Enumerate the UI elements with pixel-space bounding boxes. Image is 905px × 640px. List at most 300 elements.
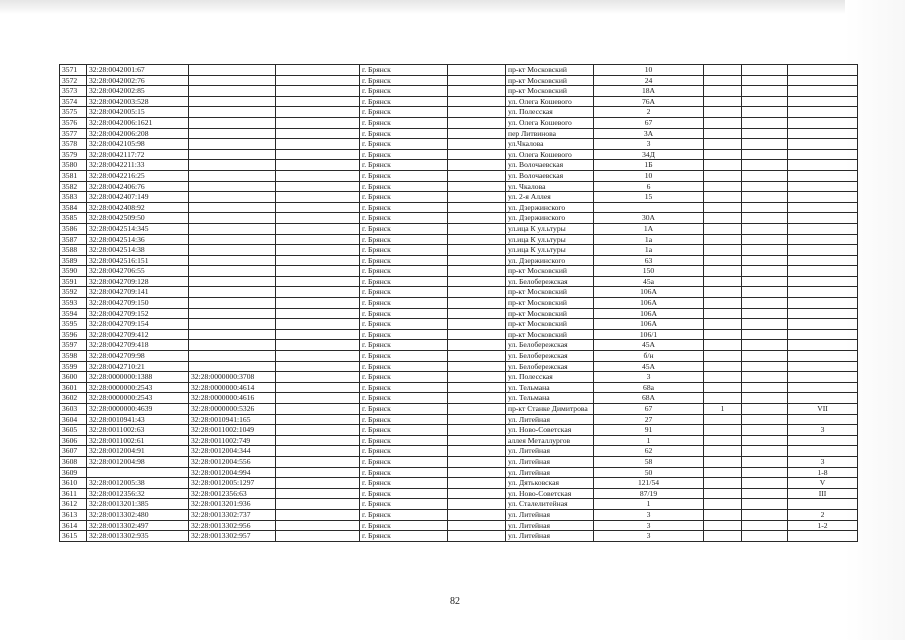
empty-cell: [448, 255, 506, 266]
table-row: [60, 414, 858, 425]
table-row: [60, 393, 858, 404]
empty-cell: [276, 86, 360, 97]
premises-number: [788, 192, 858, 203]
cadastral-number: 32:28:0010941:43: [87, 414, 189, 425]
city: г. Брянск: [360, 446, 448, 457]
empty-cell: [742, 404, 788, 415]
cadastral-number: 32:28:0042514:345: [87, 223, 189, 234]
empty-cell: [276, 446, 360, 457]
empty-cell: [448, 382, 506, 393]
city: г. Брянск: [360, 382, 448, 393]
building-number: [704, 160, 742, 171]
table-row: [60, 107, 858, 118]
related-cadastral-number: [189, 192, 276, 203]
related-cadastral-number: 32:28:0013302:956: [189, 520, 276, 531]
building-number: [704, 117, 742, 128]
street: ул. Волочаевская: [506, 160, 594, 171]
empty-cell: [742, 128, 788, 139]
premises-number: [788, 223, 858, 234]
empty-cell: [276, 467, 360, 478]
empty-cell: [448, 329, 506, 340]
related-cadastral-number: [189, 361, 276, 372]
premises-number: [788, 245, 858, 256]
row-number: 3582: [60, 181, 87, 192]
scan-top-edge: [0, 0, 905, 14]
cadastral-number: 32:28:0042006:208: [87, 128, 189, 139]
cadastral-number: 32:28:0000000:1388: [87, 372, 189, 383]
empty-cell: [448, 361, 506, 372]
house-number: 2: [594, 107, 704, 118]
empty-cell: [276, 340, 360, 351]
city: г. Брянск: [360, 425, 448, 436]
table-row: [60, 266, 858, 277]
street: ул. Литейная: [506, 467, 594, 478]
cadastral-number: 32:28:0013302:480: [87, 509, 189, 520]
house-number: 68А: [594, 393, 704, 404]
row-number: 3576: [60, 117, 87, 128]
building-number: [704, 382, 742, 393]
empty-cell: [742, 234, 788, 245]
related-cadastral-number: [189, 107, 276, 118]
table-row: [60, 75, 858, 86]
empty-cell: [276, 223, 360, 234]
building-number: [704, 435, 742, 446]
table-row: [60, 117, 858, 128]
empty-cell: [448, 520, 506, 531]
empty-cell: [276, 393, 360, 404]
empty-cell: [742, 329, 788, 340]
row-number: 3574: [60, 96, 87, 107]
row-number: 3603: [60, 404, 87, 415]
house-number: 3: [594, 372, 704, 383]
street: ул. 2-я Аллея: [506, 192, 594, 203]
premises-number: [788, 75, 858, 86]
empty-cell: [448, 404, 506, 415]
city: г. Брянск: [360, 128, 448, 139]
empty-cell: [742, 509, 788, 520]
table-row: [60, 287, 858, 298]
table-row: [60, 372, 858, 383]
premises-number: [788, 65, 858, 76]
building-number: [704, 202, 742, 213]
empty-cell: [742, 202, 788, 213]
house-number: 106/1: [594, 329, 704, 340]
house-number: 106А: [594, 319, 704, 330]
house-number: 24: [594, 75, 704, 86]
street: ул. Сталелитейная: [506, 499, 594, 510]
house-number: 106А: [594, 287, 704, 298]
house-number: 45А: [594, 340, 704, 351]
empty-cell: [448, 425, 506, 436]
empty-cell: [742, 75, 788, 86]
empty-cell: [448, 499, 506, 510]
related-cadastral-number: [189, 213, 276, 224]
cadastral-number: 32:28:0042709:150: [87, 298, 189, 309]
house-number: 91: [594, 425, 704, 436]
row-number: 3602: [60, 393, 87, 404]
row-number: 3597: [60, 340, 87, 351]
house-number: 6: [594, 181, 704, 192]
empty-cell: [448, 234, 506, 245]
cadastral-number: 32:28:0013201:385: [87, 499, 189, 510]
related-cadastral-number: [189, 170, 276, 181]
related-cadastral-number: [189, 223, 276, 234]
cadastral-number: 32:28:0042514:38: [87, 245, 189, 256]
street: ул. Тельмана: [506, 393, 594, 404]
related-cadastral-number: [189, 86, 276, 97]
building-number: [704, 170, 742, 181]
related-cadastral-number: 32:28:0013302:957: [189, 531, 276, 542]
premises-number: [788, 255, 858, 266]
table-row: [60, 202, 858, 213]
building-number: [704, 520, 742, 531]
city: г. Брянск: [360, 266, 448, 277]
premises-number: [788, 361, 858, 372]
related-cadastral-number: [189, 117, 276, 128]
premises-number: [788, 128, 858, 139]
empty-cell: [276, 107, 360, 118]
related-cadastral-number: 32:28:0000000:3708: [189, 372, 276, 383]
empty-cell: [742, 478, 788, 489]
empty-cell: [448, 139, 506, 150]
row-number: 3599: [60, 361, 87, 372]
cadastral-number: 32:28:0042117:72: [87, 149, 189, 160]
table-row: [60, 223, 858, 234]
street: пр-кт Станке Димитрова: [506, 404, 594, 415]
empty-cell: [448, 213, 506, 224]
premises-number: 3: [788, 456, 858, 467]
street: ул. Тельмана: [506, 382, 594, 393]
street: ул. Литейная: [506, 446, 594, 457]
row-number: 3611: [60, 488, 87, 499]
city: г. Брянск: [360, 223, 448, 234]
empty-cell: [448, 340, 506, 351]
house-number: 76А: [594, 96, 704, 107]
related-cadastral-number: [189, 255, 276, 266]
related-cadastral-number: 32:28:0013302:737: [189, 509, 276, 520]
empty-cell: [742, 467, 788, 478]
street: ул.ица К ул.ьтуры: [506, 234, 594, 245]
related-cadastral-number: [189, 276, 276, 287]
city: г. Брянск: [360, 170, 448, 181]
building-number: [704, 425, 742, 436]
premises-number: [788, 276, 858, 287]
cadastral-number: 32:28:0042709:141: [87, 287, 189, 298]
empty-cell: [276, 531, 360, 542]
city: г. Брянск: [360, 107, 448, 118]
street: ул. Чкалова: [506, 181, 594, 192]
house-number: [594, 202, 704, 213]
table-row: [60, 361, 858, 372]
building-number: [704, 372, 742, 383]
empty-cell: [448, 351, 506, 362]
street: ул. Белобережская: [506, 276, 594, 287]
city: г. Брянск: [360, 181, 448, 192]
empty-cell: [448, 298, 506, 309]
city: г. Брянск: [360, 287, 448, 298]
row-number: 3579: [60, 149, 87, 160]
street: пр-кт Московский: [506, 75, 594, 86]
house-number: б/н: [594, 351, 704, 362]
cadastral-number: 32:28:0042105:98: [87, 139, 189, 150]
premises-number: [788, 531, 858, 542]
cadastral-number: 32:28:0042509:50: [87, 213, 189, 224]
empty-cell: [276, 255, 360, 266]
cadastral-number: 32:28:0042709:154: [87, 319, 189, 330]
street: ул. Белобережская: [506, 351, 594, 362]
related-cadastral-number: [189, 65, 276, 76]
related-cadastral-number: 32:28:0010941:165: [189, 414, 276, 425]
premises-number: [788, 139, 858, 150]
cadastral-number: 32:28:0042710:21: [87, 361, 189, 372]
empty-cell: [276, 456, 360, 467]
premises-number: [788, 414, 858, 425]
table-row: [60, 435, 858, 446]
premises-number: V: [788, 478, 858, 489]
city: г. Брянск: [360, 435, 448, 446]
house-number: 63: [594, 255, 704, 266]
premises-number: III: [788, 488, 858, 499]
city: г. Брянск: [360, 96, 448, 107]
building-number: [704, 245, 742, 256]
street: ул.Чкалова: [506, 139, 594, 150]
empty-cell: [742, 340, 788, 351]
related-cadastral-number: 32:28:0012005:1297: [189, 478, 276, 489]
premises-number: [788, 213, 858, 224]
city: г. Брянск: [360, 149, 448, 160]
house-number: 1Б: [594, 160, 704, 171]
city: г. Брянск: [360, 117, 448, 128]
street: пр-кт Московский: [506, 65, 594, 76]
street: ул. Ново-Советская: [506, 488, 594, 499]
empty-cell: [448, 96, 506, 107]
empty-cell: [448, 266, 506, 277]
row-number: 3606: [60, 435, 87, 446]
empty-cell: [276, 298, 360, 309]
empty-cell: [276, 351, 360, 362]
row-number: 3583: [60, 192, 87, 203]
street: аллея Металлургов: [506, 435, 594, 446]
empty-cell: [276, 520, 360, 531]
cadastral-number: 32:28:0042706:55: [87, 266, 189, 277]
building-number: [704, 149, 742, 160]
table-row: [60, 192, 858, 203]
empty-cell: [742, 96, 788, 107]
related-cadastral-number: [189, 202, 276, 213]
street: ул. Литейная: [506, 456, 594, 467]
city: г. Брянск: [360, 245, 448, 256]
related-cadastral-number: 32:28:0011002:1049: [189, 425, 276, 436]
building-number: [704, 308, 742, 319]
empty-cell: [276, 372, 360, 383]
building-number: [704, 478, 742, 489]
premises-number: [788, 298, 858, 309]
house-number: 150: [594, 266, 704, 277]
related-cadastral-number: [189, 75, 276, 86]
table-row: [60, 404, 858, 415]
street: ул. Белобережская: [506, 361, 594, 372]
city: г. Брянск: [360, 192, 448, 203]
premises-number: [788, 287, 858, 298]
cadastral-number: 32:28:0013302:497: [87, 520, 189, 531]
empty-cell: [742, 65, 788, 76]
table-row: [60, 181, 858, 192]
empty-cell: [448, 467, 506, 478]
house-number: 1: [594, 435, 704, 446]
building-number: [704, 128, 742, 139]
table-row: [60, 255, 858, 266]
house-number: 106А: [594, 308, 704, 319]
empty-cell: [448, 117, 506, 128]
premises-number: 1-8: [788, 467, 858, 478]
empty-cell: [276, 435, 360, 446]
street: пр-кт Московский: [506, 319, 594, 330]
premises-number: 1-2: [788, 520, 858, 531]
empty-cell: [742, 192, 788, 203]
building-number: [704, 107, 742, 118]
empty-cell: [742, 245, 788, 256]
house-number: 3А: [594, 128, 704, 139]
empty-cell: [276, 181, 360, 192]
empty-cell: [448, 86, 506, 97]
building-number: [704, 139, 742, 150]
premises-number: [788, 393, 858, 404]
street: пр-кт Московский: [506, 266, 594, 277]
premises-number: [788, 86, 858, 97]
empty-cell: [448, 435, 506, 446]
table-row: [60, 128, 858, 139]
cadastral-number: 32:28:0042002:76: [87, 75, 189, 86]
related-cadastral-number: 32:28:0000000:4614: [189, 382, 276, 393]
premises-number: [788, 117, 858, 128]
house-number: 3: [594, 509, 704, 520]
street: пр-кт Московский: [506, 308, 594, 319]
table-row: [60, 149, 858, 160]
empty-cell: [448, 160, 506, 171]
building-number: [704, 255, 742, 266]
related-cadastral-number: [189, 160, 276, 171]
house-number: 34Д: [594, 149, 704, 160]
cadastral-number: 32:28:0042005:15: [87, 107, 189, 118]
building-number: [704, 488, 742, 499]
empty-cell: [276, 234, 360, 245]
street: пр-кт Московский: [506, 329, 594, 340]
premises-number: [788, 308, 858, 319]
building-number: [704, 329, 742, 340]
row-number: 3594: [60, 308, 87, 319]
related-cadastral-number: [189, 181, 276, 192]
row-number: 3581: [60, 170, 87, 181]
empty-cell: [742, 520, 788, 531]
empty-cell: [276, 96, 360, 107]
cadastral-number: 32:28:0042709:152: [87, 308, 189, 319]
house-number: 27: [594, 414, 704, 425]
row-number: 3591: [60, 276, 87, 287]
row-number: 3592: [60, 287, 87, 298]
empty-cell: [448, 372, 506, 383]
empty-cell: [276, 170, 360, 181]
street: ул.ица К ул.ьтуры: [506, 245, 594, 256]
empty-cell: [448, 393, 506, 404]
table-row: [60, 65, 858, 76]
empty-cell: [276, 75, 360, 86]
related-cadastral-number: [189, 234, 276, 245]
house-number: 3: [594, 520, 704, 531]
city: г. Брянск: [360, 65, 448, 76]
building-number: [704, 223, 742, 234]
city: г. Брянск: [360, 361, 448, 372]
empty-cell: [742, 170, 788, 181]
row-number: 3600: [60, 372, 87, 383]
premises-number: [788, 351, 858, 362]
empty-cell: [742, 117, 788, 128]
related-cadastral-number: [189, 319, 276, 330]
row-number: 3590: [60, 266, 87, 277]
street: ул. Дзержинского: [506, 255, 594, 266]
premises-number: [788, 329, 858, 340]
row-number: 3609: [60, 467, 87, 478]
table-row: [60, 340, 858, 351]
building-number: [704, 499, 742, 510]
premises-number: VII: [788, 404, 858, 415]
street: ул. Олега Кошевого: [506, 117, 594, 128]
building-number: [704, 181, 742, 192]
cadastral-number: 32:28:0012004:98: [87, 456, 189, 467]
row-number: 3608: [60, 456, 87, 467]
building-number: [704, 298, 742, 309]
house-number: 62: [594, 446, 704, 457]
building-number: [704, 456, 742, 467]
table-row: [60, 160, 858, 171]
house-number: 106А: [594, 298, 704, 309]
table-row: [60, 86, 858, 97]
row-number: 3615: [60, 531, 87, 542]
empty-cell: [276, 499, 360, 510]
house-number: 50: [594, 467, 704, 478]
empty-cell: [448, 456, 506, 467]
street: ул. Дятьковская: [506, 478, 594, 489]
cadastral-number: 32:28:0042407:149: [87, 192, 189, 203]
city: г. Брянск: [360, 308, 448, 319]
empty-cell: [276, 266, 360, 277]
empty-cell: [448, 276, 506, 287]
house-number: 87/19: [594, 488, 704, 499]
empty-cell: [742, 298, 788, 309]
city: г. Брянск: [360, 467, 448, 478]
city: г. Брянск: [360, 276, 448, 287]
register-body: [60, 65, 858, 542]
street: ул.ица К ул.ьтуры: [506, 223, 594, 234]
cadastral-number: 32:28:0012005:38: [87, 478, 189, 489]
cadastral-number: [87, 467, 189, 478]
row-number: 3607: [60, 446, 87, 457]
row-number: 3586: [60, 223, 87, 234]
empty-cell: [448, 75, 506, 86]
premises-number: 2: [788, 509, 858, 520]
city: г. Брянск: [360, 340, 448, 351]
row-number: 3585: [60, 213, 87, 224]
building-number: [704, 192, 742, 203]
cadastral-number: 32:28:0042406:76: [87, 181, 189, 192]
related-cadastral-number: [189, 149, 276, 160]
empty-cell: [276, 329, 360, 340]
building-number: [704, 276, 742, 287]
empty-cell: [742, 139, 788, 150]
premises-number: [788, 435, 858, 446]
house-number: 18А: [594, 86, 704, 97]
cadastral-number: 32:28:0042216:25: [87, 170, 189, 181]
premises-number: 3: [788, 425, 858, 436]
